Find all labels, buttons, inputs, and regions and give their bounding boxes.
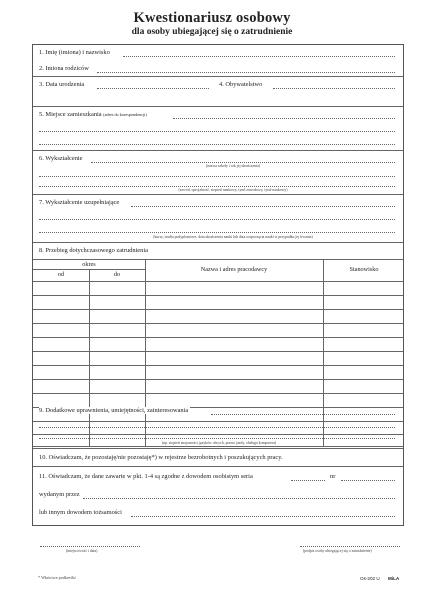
education-line-3[interactable] [39, 186, 395, 187]
section-birth-citizenship [33, 77, 403, 107]
header-do: do [113, 271, 121, 278]
field-label-other-id: lub innym dowodem tożsamości [39, 509, 122, 516]
address-label: 5. Miejsce zamieszkania [39, 111, 102, 118]
field-label-skills: 9. Dodatkowe uprawnienia, umiejętności, zainteresowania [39, 407, 189, 414]
field-label-citizenship: 4. Obywatelstwo [219, 81, 263, 88]
signature-line[interactable] [300, 546, 400, 547]
skills-line-3[interactable] [39, 438, 395, 439]
place-date-caption: (miejscowość i data) [66, 549, 98, 553]
header-okres: okres [82, 261, 96, 268]
id-number-line[interactable] [341, 480, 395, 481]
header-employer: Nazwa i adres pracodawcy [200, 266, 268, 273]
form-code: Os-202 U [360, 576, 380, 581]
field-label-education: 6. Wykształcenie [39, 155, 83, 162]
citizenship-line[interactable] [273, 88, 395, 89]
additional-education-line-2[interactable] [39, 219, 395, 220]
field-label-id-series: 11. Oświadczam, że dane zawarte w pkt. 1-4 są zgodne z dowodem osobistym seria [39, 473, 253, 480]
additional-education-line-1[interactable] [131, 206, 395, 207]
place-date-line[interactable] [40, 546, 140, 547]
address-line-2[interactable] [39, 131, 395, 132]
section-skills [33, 403, 403, 449]
header-position: Stanowisko [349, 266, 379, 273]
additional-education-line-3[interactable] [39, 232, 395, 233]
section-id-statement [33, 467, 403, 527]
table-top-border [33, 259, 403, 260]
field-label-issued-by: wydanym przez [39, 491, 80, 498]
signature-caption: (podpis osoby ubiegającej się o zatrudnienie) [303, 549, 372, 553]
field-label-unemployment: 10. Oświadczam, że pozostaję/nie pozostaję*) w rejestrze bezrobotnych i poszukujących pracy. [39, 454, 283, 461]
section-additional-education [33, 195, 403, 243]
address-hint: (adres do korespondencji) [103, 112, 147, 117]
parents-line[interactable] [97, 72, 395, 73]
name-line[interactable] [123, 56, 395, 57]
field-label-parents: 2. Imiona rodziców [39, 65, 89, 72]
skills-note: (np. stopień znajomości języków obcych, prawo jazdy, obsługa komputera) [161, 441, 277, 445]
header-od: od [57, 271, 65, 278]
field-label-address [39, 111, 149, 118]
footnote: * Właściwe podkreślić [38, 575, 77, 580]
section-unemployment-register [33, 449, 403, 467]
skills-line-1[interactable] [211, 414, 395, 415]
field-label-name: 1. Imię (imiona) i nazwisko [39, 49, 110, 56]
address-line-3[interactable] [39, 144, 395, 145]
other-id-line[interactable] [131, 516, 395, 517]
education-note-school: (nazwa szkoły i rok jej ukończenia) [205, 164, 261, 168]
field-label-birthdate: 3. Data urodzenia [39, 81, 85, 88]
form-title: Kwestionariusz osobowy [133, 10, 291, 26]
additional-education-note: (kursy, studia podyplomowe, data ukończenia nauki lub data rozpoczęcia nauki w przypadku jej trwania) [153, 235, 313, 239]
skills-line-2[interactable] [39, 427, 395, 428]
education-line-2[interactable] [39, 176, 395, 177]
birthdate-line[interactable] [97, 88, 209, 89]
section-name [33, 45, 403, 77]
education-line-1[interactable] [91, 162, 395, 163]
field-label-additional-education: 7. Wykształcenie uzupełniające [39, 199, 120, 206]
id-series-line[interactable] [291, 480, 325, 481]
brand-logo: MiLA [388, 576, 400, 581]
section-address [33, 107, 403, 151]
section-education [33, 151, 403, 195]
form-subtitle: dla osoby ubiegającej się o zatrudnienie [131, 27, 293, 37]
issued-by-line[interactable] [83, 498, 395, 499]
field-label-id-number: nr [330, 473, 336, 480]
address-line-1[interactable] [173, 118, 395, 119]
questionnaire-form [32, 44, 404, 526]
education-note-degree: (zawód, specjalność, stopień naukowy, tytuł zawodowy, tytuł naukowy) [178, 188, 288, 192]
field-label-employment: 8. Przebieg dotychczasowego zatrudnienia [39, 247, 148, 254]
